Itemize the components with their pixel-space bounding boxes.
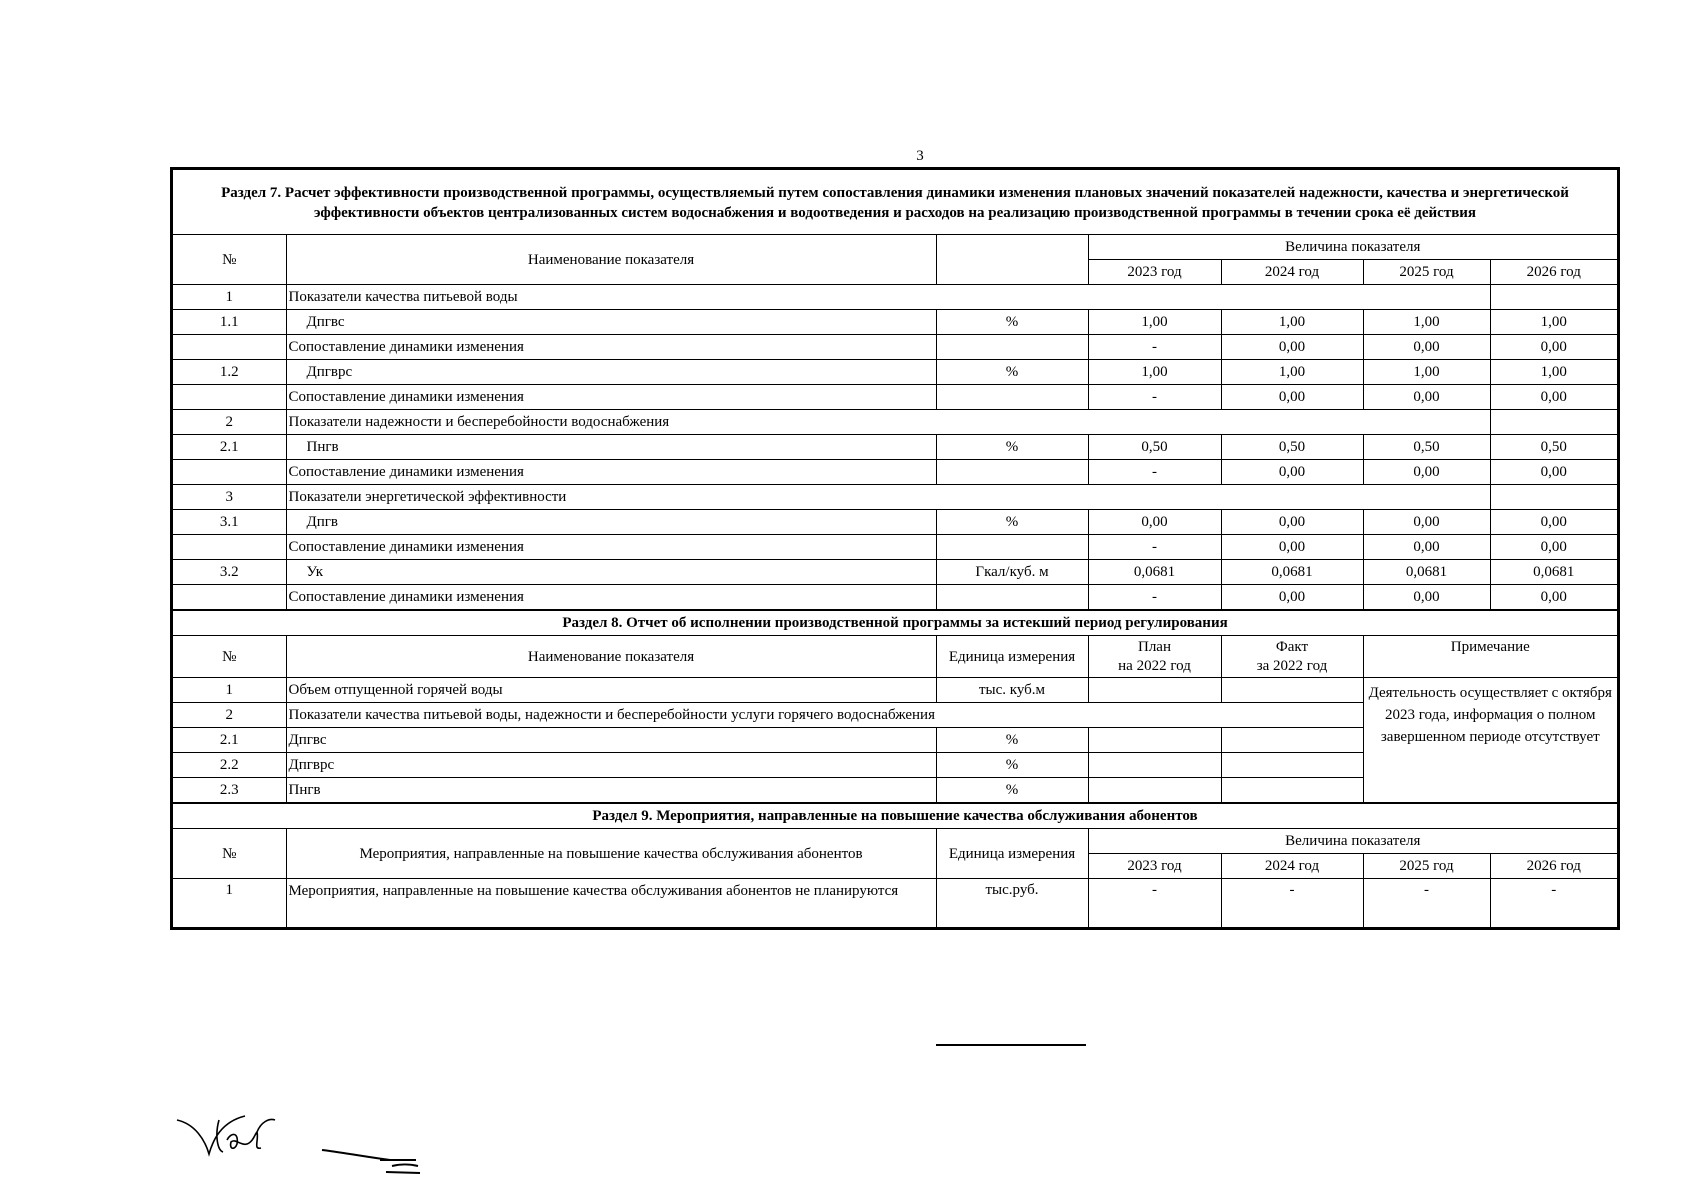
table-row [173, 335, 1617, 360]
row-value: - [1088, 385, 1221, 410]
table-row [173, 360, 1617, 385]
section-8-title: Раздел 8. Отчет об исполнении производственной программы за истекший период регулирования [173, 611, 1617, 636]
row-num: 2.1 [173, 728, 286, 753]
note-text: Деятельность осуществляет с октября 2023 года, информация о полном завершенном периоде отсутствует [1363, 678, 1617, 803]
row-unit [936, 585, 1088, 610]
page-number: 3 [916, 148, 924, 164]
row-empty [1490, 410, 1617, 435]
row-name: Объем отпущенной горячей воды [286, 678, 936, 703]
table-row [173, 485, 1617, 510]
col-header-year: 2026 год [1490, 260, 1617, 285]
row-fact [1221, 778, 1363, 803]
table-row [173, 879, 1617, 928]
row-empty [1490, 285, 1617, 310]
row-group-name: Показатели надежности и бесперебойности водоснабжения [286, 410, 1490, 435]
row-group-name: Показатели энергетической эффективности [286, 485, 1490, 510]
row-num: 2 [173, 410, 286, 435]
row-num: 3.1 [173, 510, 286, 535]
document-table [170, 167, 1620, 930]
plan-line-2: на 2022 год [1118, 657, 1191, 674]
row-value: 1,00 [1221, 360, 1363, 385]
table-row [173, 560, 1617, 585]
signature-2 [320, 1140, 430, 1180]
row-num [173, 585, 286, 610]
table-row [173, 510, 1617, 535]
row-value: 0,00 [1490, 460, 1617, 485]
row-value: 1,00 [1088, 310, 1221, 335]
row-fact [1221, 753, 1363, 778]
row-num: 1 [173, 879, 286, 928]
fact-line-1: Факт [1275, 638, 1309, 655]
section-9-table [173, 803, 1617, 927]
row-unit [936, 335, 1088, 360]
row-value: - [1490, 879, 1617, 928]
row-value: 0,50 [1490, 435, 1617, 460]
col-header-year: 2024 год [1221, 260, 1363, 285]
fact-line-2: за 2022 год [1256, 657, 1328, 674]
row-fact [1221, 728, 1363, 753]
row-name: Дпгврс [286, 360, 936, 385]
col-header-plan [1088, 636, 1221, 678]
table-row [173, 285, 1617, 310]
row-num: 3.2 [173, 560, 286, 585]
signature-1 [175, 1110, 285, 1160]
row-unit [936, 535, 1088, 560]
row-fact [1221, 678, 1363, 703]
col-header-name: Наименование показателя [286, 235, 936, 285]
row-unit: Гкал/куб. м [936, 560, 1088, 585]
row-value: 1,00 [1221, 310, 1363, 335]
row-value: - [1088, 535, 1221, 560]
row-name: Пнгв [286, 778, 936, 803]
table-row [173, 460, 1617, 485]
row-name: Сопоставление динамики изменения [286, 385, 936, 410]
col-header-value-group: Величина показателя [1088, 235, 1617, 260]
row-value: 0,00 [1363, 460, 1490, 485]
row-unit: % [936, 435, 1088, 460]
table-row [173, 410, 1617, 435]
row-value: - [1088, 335, 1221, 360]
col-header-name: Мероприятия, направленные на повышение качества обслуживания абонентов [286, 829, 936, 879]
row-value: - [1221, 879, 1363, 928]
col-header-year: 2023 год [1088, 854, 1221, 879]
row-unit: % [936, 360, 1088, 385]
col-header-year: 2025 год [1363, 260, 1490, 285]
row-unit: тыс. куб.м [936, 678, 1088, 703]
row-value: 0,00 [1221, 460, 1363, 485]
col-header-unit: Единица измерения [936, 636, 1088, 678]
col-header-year: 2023 год [1088, 260, 1221, 285]
row-unit: % [936, 778, 1088, 803]
row-unit: % [936, 753, 1088, 778]
row-value: 0,00 [1363, 535, 1490, 560]
row-value: 0,00 [1490, 535, 1617, 560]
col-header-year: 2026 год [1490, 854, 1617, 879]
row-value: 0,50 [1221, 435, 1363, 460]
row-unit [936, 460, 1088, 485]
row-name: Дпгв [286, 510, 936, 535]
row-value: 1,00 [1363, 310, 1490, 335]
row-unit [936, 385, 1088, 410]
row-value: 0,00 [1088, 510, 1221, 535]
row-num: 2 [173, 703, 286, 728]
row-value: 0,0681 [1088, 560, 1221, 585]
row-value: - [1363, 879, 1490, 928]
col-header-num: № [173, 235, 286, 285]
section-8-table [173, 610, 1617, 803]
row-value: 0,00 [1363, 510, 1490, 535]
row-name: Сопоставление динамики изменения [286, 535, 936, 560]
row-value: 1,00 [1363, 360, 1490, 385]
row-value: 0,00 [1363, 335, 1490, 360]
row-num [173, 385, 286, 410]
row-name: Дпгврс [286, 753, 936, 778]
row-value: - [1088, 585, 1221, 610]
row-num: 1.2 [173, 360, 286, 385]
row-num [173, 460, 286, 485]
row-num: 2.3 [173, 778, 286, 803]
row-name: Пнгв [286, 435, 936, 460]
row-value: 0,00 [1363, 585, 1490, 610]
row-value: 0,00 [1490, 510, 1617, 535]
row-value: - [1088, 460, 1221, 485]
table-row [173, 678, 1617, 703]
row-num: 3 [173, 485, 286, 510]
row-plan [1088, 778, 1221, 803]
row-unit: % [936, 510, 1088, 535]
row-num: 1 [173, 285, 286, 310]
table-row [173, 435, 1617, 460]
row-value: - [1088, 879, 1221, 928]
col-header-value-group: Величина показателя [1088, 829, 1617, 854]
table-row [173, 585, 1617, 610]
section-7-table [173, 170, 1617, 610]
row-group-name: Показатели качества питьевой воды [286, 285, 1490, 310]
row-unit: тыс.руб. [936, 879, 1088, 928]
footer-rule [936, 1044, 1086, 1046]
row-num [173, 335, 286, 360]
row-name: Дпгвс [286, 310, 936, 335]
row-value: 1,00 [1088, 360, 1221, 385]
row-name: Дпгвс [286, 728, 936, 753]
row-unit: % [936, 310, 1088, 335]
section-7-rows [173, 285, 1617, 610]
row-empty [1490, 485, 1617, 510]
row-value: 0,50 [1363, 435, 1490, 460]
row-value: 0,00 [1221, 335, 1363, 360]
row-value: 0,0681 [1363, 560, 1490, 585]
row-num [173, 535, 286, 560]
row-value: 0,00 [1221, 385, 1363, 410]
col-header-year: 2024 год [1221, 854, 1363, 879]
section-7-title: Раздел 7. Расчет эффективности производственной программы, осуществляемый путем сопоставления динамики изменения плановых значений показателей надежности, качества и энергетической эффективности объектов централизованных систем водоснабжения и водоотведения и расходов на реализацию производственной программы в течении срока её действия [173, 170, 1617, 235]
row-value: 0,00 [1221, 510, 1363, 535]
col-header-fact [1221, 636, 1363, 678]
row-value: 0,00 [1221, 535, 1363, 560]
row-name: Мероприятия, направленные на повышение качества обслуживания абонентов не планируются [286, 879, 936, 928]
col-header-year: 2025 год [1363, 854, 1490, 879]
row-value: 1,00 [1490, 310, 1617, 335]
col-header-note: Примечание [1363, 636, 1617, 678]
row-value: 0,00 [1221, 585, 1363, 610]
row-name: Сопоставление динамики изменения [286, 460, 936, 485]
row-num: 2.1 [173, 435, 286, 460]
row-name: Ук [286, 560, 936, 585]
col-header-num: № [173, 636, 286, 678]
row-name: Сопоставление динамики изменения [286, 585, 936, 610]
plan-line-1: План [1137, 638, 1171, 655]
section-9-title: Раздел 9. Мероприятия, направленные на повышение качества обслуживания абонентов [173, 804, 1617, 829]
section-8-rows [173, 678, 1617, 803]
col-header-unit [936, 235, 1088, 285]
row-group-name: Показатели качества питьевой воды, надежности и бесперебойности услуги горячего водоснабжения [286, 703, 1363, 728]
row-value: 0,50 [1088, 435, 1221, 460]
row-value: 0,00 [1363, 385, 1490, 410]
row-name: Сопоставление динамики изменения [286, 335, 936, 360]
row-value: 0,0681 [1490, 560, 1617, 585]
table-row [173, 385, 1617, 410]
row-value: 0,00 [1490, 335, 1617, 360]
col-header-unit: Единица измерения [936, 829, 1088, 879]
row-num: 2.2 [173, 753, 286, 778]
col-header-num: № [173, 829, 286, 879]
table-row [173, 310, 1617, 335]
row-value: 1,00 [1490, 360, 1617, 385]
row-value: 0,0681 [1221, 560, 1363, 585]
row-value: 0,00 [1490, 385, 1617, 410]
row-value: 0,00 [1490, 585, 1617, 610]
table-row [173, 535, 1617, 560]
row-plan [1088, 678, 1221, 703]
col-header-name: Наименование показателя [286, 636, 936, 678]
row-num: 1 [173, 678, 286, 703]
row-unit: % [936, 728, 1088, 753]
row-plan [1088, 753, 1221, 778]
row-plan [1088, 728, 1221, 753]
row-num: 1.1 [173, 310, 286, 335]
